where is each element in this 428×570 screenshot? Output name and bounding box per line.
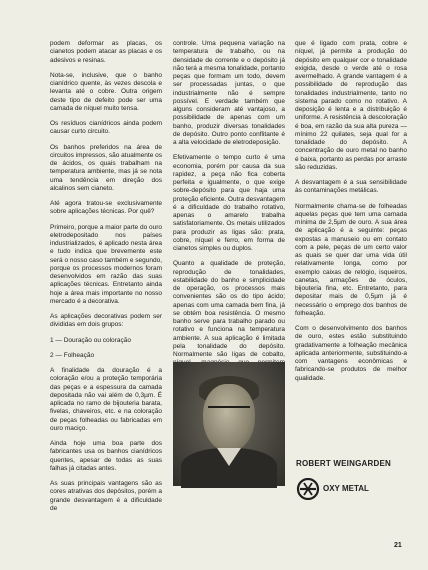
paragraph: Os banhos preferidos na área de circuitos impressos, são atualmente os de ácidos, os quais trabalham na temperatura ambiente, mas já se nota uma tendência em direção dos alcalinos sem cianeto. [50,143,162,192]
paragraph: Até agora tratou-se exclusivamente sobre aplicações técnicas. Por quê? [50,200,162,216]
paragraph: Normalmente chama-se de folheadas aquelas peças que tem uma camada mínima de 2,5µm de ouro. A sua área de aplicação é a seguinte: peças expostas a manuseio ou em contato com a pele, peças de um certo valor as quais se quer dar uma vida útil relativamente longa, como por exemplo caixas de relógio, isqueiros, canetas, armações de óculos, bijouteria fina, etc. Entretanto, para depositar mais de 0,5µm já é necessário o emprego dos banhos de folheação. [295,202,407,317]
paragraph: Primeiro, porque a maior parte do ouro eletrodepositado nos países industrializados, é aplicado nesta área e tudo indica que brevemente este será o nosso caso também e segundo, porque os processos modernos foram desenvolvidos em razão das suas aplicações técnicas. Entretanto ainda hoje a área mais importante no nosso mercado é a decorativa. [50,223,163,305]
paragraph: que é ligado com prata, cobre e níquel, já permite a produção do depósito em qualquer cor e tonalidade exigida, desde o verde até o rosa avermelhado. A grande vantagem é a possibilidade de reprodução das tonalidades industrialmente, tanto no sistema parado como no rotativo. A deposição é lenta e a distribuição é uniforme. A resistência à descoloração é boa, em razão da sua alta pureza — mínimo 22 quilates, seja qual for a tonalidade do depósito. A concentração de ouro metal no banho é baixa, portanto as perdas por arraste são reduzidas. [295,40,408,171]
paragraph: Quanto a qualidade de proteção, reprodução de tonalidades, estabilidade do banho e simplicidade de operação, os processos mais convenientes são os do tipo ácido; apenas com uma camada bem fina, já se obtém boa resistência. O mesmo banho serve para trabalho parado ou rotativo e funciona na temperatura ambiente. A sua aplicação é limitada pela tonalidade do depósito. Normalmente são ligas de cobalto, [173,260,285,358]
paragraph: podem deformar as placas, os cianetos podem atacar as placas e os adesivos e resinas. [50,40,162,64]
paragraph: Ainda hoje uma boa parte dos fabricantes usa os banhos cianídricos quentes, apesar de todas as suas falhas já citadas antes. [50,440,162,472]
paragraph: Efetivamente o tempo curto é uma economia, porém por causa da sua rapidez, a peça não fica coberta perfeita e igualmente, o que exige sobre-depósito para que haja uma proteção eficiente. Outra desvantagem é a dificuldade do trabalho rotativo, apenas o amarelo trabalha satisfatoriamente. Os metais utilizados para produzir as ligas são: prata, cobre, níquel e ferro, em forma de cianetos simples ou duplos. [173,154,286,252]
paragraph: Com o desenvolvimento dos banhos de ouro, estes estão substituindo gradativamente a folheação mecânica aplicada anteriormente, substituindo-a com vantagens econômicas e fabricando-se produtos de melhor qualidade. [295,325,407,382]
logo-text: OXY METAL [323,484,369,493]
text-column-1 [50,40,162,520]
paragraph: A desvantagem é a sua sensibilidade às contaminações metálicas. [295,179,407,195]
paragraph: As aplicações decorativas podem ser divididas em dois grupos: [50,313,162,329]
author-portrait-photo [173,362,285,486]
list-item: 1 — Douração ou coloração [50,336,131,344]
author-name: ROBERT WEINGARDEN [296,459,391,468]
page-number: 21 [394,542,402,549]
paragraph: As suas principais vantagens são as cores atrativas dos depósitos, porém a grande desvantagem é a dificuldade de [50,480,162,512]
paragraph: controle. Uma pequena variação na temperatura de trabalho, ou na densidade de corrente e o depósito já não terá a mesma tonalidade, portanto peças que formam um todo, devem ser processadas juntas, o que industrialmente não é sempre possível. E verdade também que alguns consideram até vantajoso, a possibilidade de apenas com um banho, produzir diversas tonalidades de depósito. Outro ponto conflitante é a alta velocidade de eletrodeposição. [173,40,285,146]
portrait-glasses [208,406,250,418]
text-column-2 [173,40,285,415]
text-column-3 [295,40,407,390]
oxy-metal-logo-icon [296,478,320,500]
paragraph: Os resíduos cianídricos ainda podem causar curto circuito. [50,120,162,136]
paragraph: A finalidade da douração é a coloração e/ou a proteção temporária das peças e a espessura da camada depositada não vai além de 0,3µm. É aplicada no ramo de bijouteria barata, fivelas, chaveiros, etc. e na coloração de peças folheadas ou fabricadas em ouro maciço. [50,367,162,432]
company-logo [296,476,408,502]
list-item: 2 — Folheação [50,351,95,359]
paragraph: Nota-se, inclusive, que o banho cianídrico quente, às vezes descola e levanta até o cobre. Outra origem deste tipo de defeito pode ser uma camada de níquel muito tensa. [50,71,162,112]
portrait-face [203,384,255,452]
